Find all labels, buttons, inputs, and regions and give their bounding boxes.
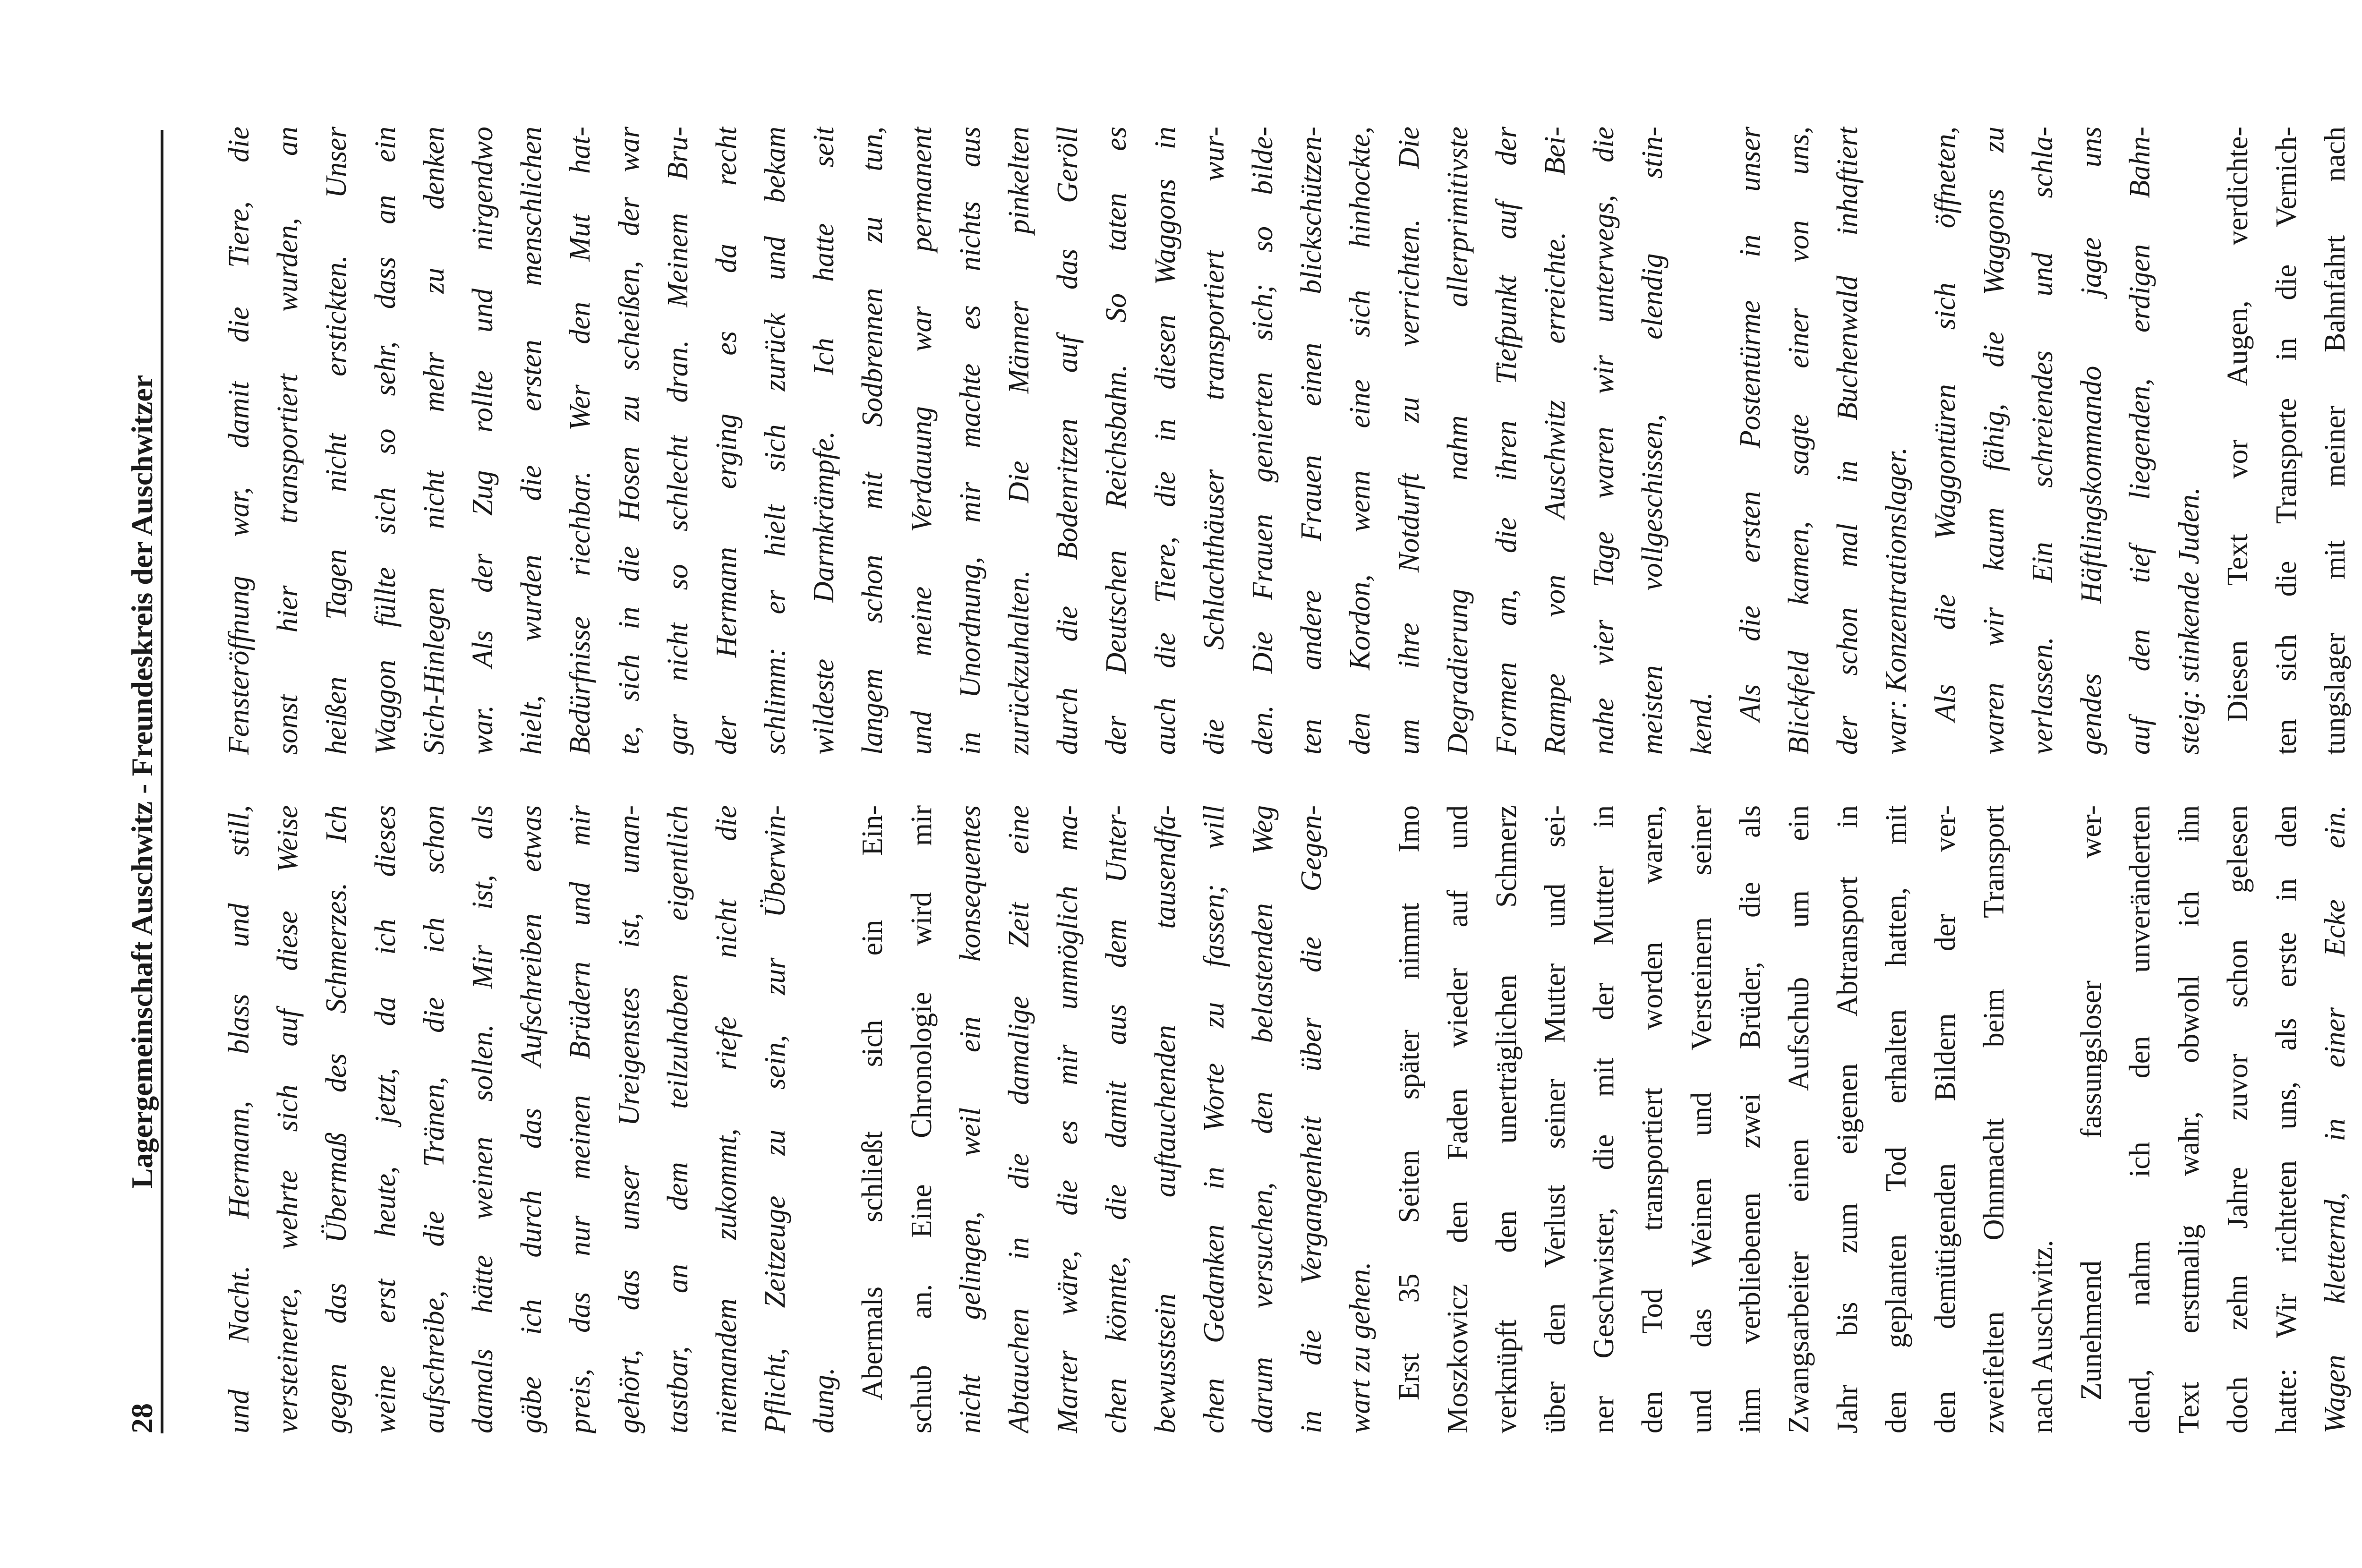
text-line: nahe vier Tage waren wir unterwegs, die [1588,127,1620,755]
text-line: aufschreibe, die Tränen, die ich schon [418,805,450,1433]
text-line: die Schlachthäuser transportiert wur- [1198,127,1230,755]
text-line: nach Auschwitz. [2026,1240,2059,1433]
text-line: darum versuchen, den belastenden Weg [1246,805,1279,1433]
text-line: der Hermann erging es da recht [710,127,743,755]
text-column-right [215,127,2362,755]
text-line: Waggon füllte sich so sehr, dass an ein [369,127,402,755]
text-line: Pflicht, Zeitzeuge zu sein, zur Überwin- [759,805,792,1433]
text-line: zurückzuhalten. Die Männer pinkelten [1003,127,1035,755]
text-line: und meine Verdauung war permanent [905,127,938,755]
text-line: um ihre Notdurft zu verrichten. Die [1393,127,1425,755]
text-line: den Kordon, wenn eine sich hinhockte, [1344,127,1377,755]
text-line: ihm verbliebenen zwei Brüder, die als [1734,805,1766,1433]
text-line: Fensteröffnung war, damit die Tiere, die [223,127,255,755]
text-line: dend, nahm ich den unveränderten [2124,805,2157,1433]
text-line: Abermals schließt sich ein Ein- [856,805,889,1400]
text-column-left [215,805,2362,1433]
text-line: Wagen kletternd, in einer Ecke ein. [2319,805,2352,1433]
text-line: Als die Waggontüren sich öffneten, [1929,127,1961,722]
text-line: der schon mal in Buchenwald inhaftiert [1831,127,1864,755]
text-line: gegen das Übermaß des Schmerzes. Ich [320,805,353,1433]
text-line: schlimm: er hielt sich zurück und bekam [759,127,792,755]
text-line: ten andere Frauen einen blickschützen- [1295,127,1328,755]
text-line: langem schon mit Sodbrennen zu tun, [856,127,889,755]
text-line: Zunehmend fassungsloser wer- [2075,805,2108,1400]
header-rule [161,130,163,1433]
text-line: tungslager mit meiner Bahnfahrt nach [2319,127,2352,755]
text-line: te, sich in die Hosen zu scheißen, der war [613,127,645,755]
text-line: Marter wäre, die es mir unmöglich ma- [1052,805,1084,1433]
text-line: in Unordnung, mir machte es nichts aus [954,127,986,755]
text-line: Sich-Hinlegen nicht mehr zu denken [418,127,450,755]
text-line: Degradierung nahm allerprimitivste [1441,127,1474,755]
text-line: kend. [1685,692,1718,755]
text-line: in die Vergangenheit über die Gegen- [1295,805,1328,1433]
text-line: Erst 35 Seiten später nimmt Imo [1393,805,1425,1400]
text-line: der Deutschen Reichsbahn. So taten es [1100,127,1133,755]
text-line: Rampe von Auschwitz erreichte. Bei- [1539,127,1572,755]
text-line: Moszkowicz den Faden wieder auf und [1441,805,1474,1433]
text-line: gar nicht so schlecht dran. Meinem Bru- [661,127,694,755]
text-line: wart zu gehen. [1344,1261,1377,1433]
text-line: damals hätte weinen sollen. Mir ist, als [466,805,499,1433]
text-line: hielt, wurden die ersten menschlichen [515,127,548,755]
text-line: waren wir kaum fähig, die Waggons zu [1977,127,2010,755]
text-line: steig: stinkende Juden. [2173,487,2205,755]
text-line: verknüpft den unerträglichen Schmerz [1490,805,1523,1433]
text-line: sonst hier transportiert wurden, an [272,127,304,755]
text-line: Als die ersten Postentürme in unser [1734,127,1766,722]
page-number: 28 [125,1403,159,1433]
text-line: war. Als der Zug rollte und nirgendwo [466,127,499,755]
text-line [2360,805,2362,1433]
text-line: versteinerte, wehrte sich auf diese Weise [272,805,304,1433]
text-line: chen könnte, die damit aus dem Unter- [1100,805,1133,1433]
text-line: schub an. Eine Chronologie wird mir [905,805,938,1433]
text-line: gehört, das unser Ureigenstes ist, unan- [613,805,645,1433]
text-line: auf den tief liegenden, erdigen Bahn- [2124,127,2157,755]
text-line: chen Gedanken in Worte zu fassen; will [1198,805,1230,1433]
text-line: niemandem zukommt, riefe nicht die [710,805,743,1433]
text-line: den demütigenden Bildern der ver- [1929,805,1961,1433]
text-line: verlassen. Ein schreiendes und schla- [2026,127,2059,755]
text-line: meisten vollgeschissen, elendig stin- [1636,127,1669,755]
page-header [112,130,160,1433]
text-line: tastbar, an dem teilzuhaben eigentlich [661,805,694,1433]
text-line: nicht gelingen, weil ein konsequentes [954,805,986,1433]
text-line: bewusstsein auftauchenden tausendfa- [1149,805,1181,1433]
text-line: war: Konzentrationslager. [1880,447,1913,755]
text-line: dung. [808,1367,840,1433]
text-line: heißen Tagen nicht erstickten. Unser [320,127,353,755]
text-line: Jahr bis zum eigenen Abtransport in [1831,805,1864,1433]
text-line: wildeste Darmkrämpfe. Ich hatte seit [808,127,840,755]
text-line: gendes Häftlingskommando jagte uns [2075,127,2108,755]
text-line: und das Weinen und Versteinern seiner [1685,805,1718,1433]
text-line: zweifelten Ohnmacht beim Transport [1977,805,2010,1433]
text-line: den Tod transportiert worden waren, [1636,805,1669,1433]
text-line: durch die Bodenritzen auf das Geröll [1052,127,1084,755]
text-line: Blickfeld kamen, sagte einer von uns, [1783,127,1815,755]
text-line: preis, das nur meinen Brüdern und mir [564,805,597,1433]
text-line: doch zehn Jahre zuvor schon gelesen [2221,805,2254,1433]
text-line: Zwangsarbeiter einen Aufschub um ein [1783,805,1815,1433]
text-line: Abtauchen in die damalige Zeit eine [1003,805,1035,1433]
text-line: ner Geschwister, die mit der Mutter in [1588,805,1620,1433]
text-line: den geplanten Tod erhalten hatten, mit [1880,805,1913,1433]
text-line: weine erst heute, jetzt, da ich dieses [369,805,402,1433]
text-line: Diesen Text vor Augen, verdichte- [2221,127,2254,722]
text-line: gäbe ich durch das Aufschreiben etwas [515,805,548,1433]
text-line: Formen an, die ihren Tiefpunkt auf der [1490,127,1523,755]
text-line: hatte: Wir richteten uns, als erste in den [2270,805,2302,1433]
text-line: und Nacht. Hermann, blass und still, [223,805,255,1433]
text-line [2360,127,2362,755]
text-line: Text erstmalig wahr, obwohl ich ihn [2173,805,2205,1433]
running-title: Lagergemeinschaft Auschwitz - Freundeskreis der Auschwitzer [125,375,159,1189]
text-line: über den Verlust seiner Mutter und sei- [1539,805,1572,1433]
text-line: den. Die Frauen genierten sich; so bilde- [1246,127,1279,755]
text-line: ten sich die Transporte in die Vernich- [2270,127,2302,755]
text-line: auch die Tiere, die in diesen Waggons in [1149,127,1181,755]
text-line: Bedürfnisse riechbar. Wer den Mut hat- [564,127,597,755]
